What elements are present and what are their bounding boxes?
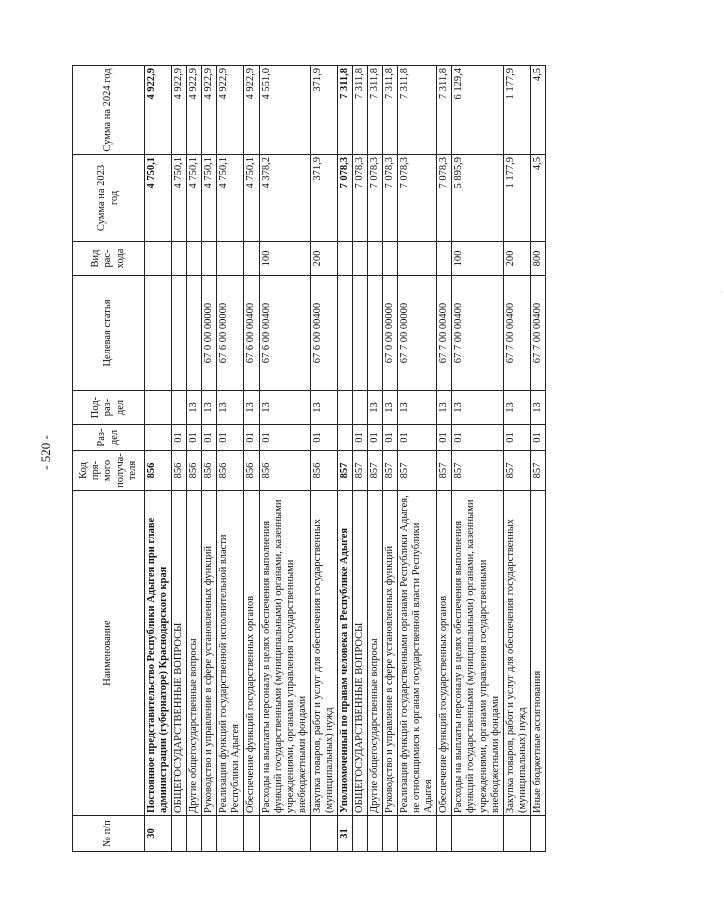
row-target-item	[352, 276, 367, 391]
row-number	[437, 816, 452, 852]
row-sum-2023: 4 750,1	[217, 155, 244, 242]
row-number	[530, 816, 545, 852]
row-number	[217, 816, 244, 852]
row-subsection: 13	[187, 391, 202, 425]
row-subsection: 13	[310, 391, 337, 425]
row-name: Обеспечение функций государственных органов	[244, 491, 259, 816]
row-expense-type	[437, 242, 452, 276]
row-sum-2023: 7 078,3	[398, 155, 437, 242]
row-expense-type	[172, 242, 187, 276]
table-row	[383, 66, 398, 852]
row-target-item: 67 7 00 00000	[398, 276, 437, 391]
row-subsection: 13	[530, 391, 545, 425]
row-expense-type	[368, 242, 383, 276]
row-name: Расходы на выплаты персоналу в целях обеспечения выполнения функций государственными (муниципальными) органами, казенными учреждениями, органами управления государственными внебюджетными фондами	[452, 491, 503, 816]
row-subsection: 13	[383, 391, 398, 425]
row-section: 01	[187, 425, 202, 451]
row-recipient-code: 857	[398, 451, 437, 491]
row-sum-2023: 4 750,1	[202, 155, 217, 242]
row-sum-2023: 371,9	[310, 155, 337, 242]
row-expense-type: 100	[452, 242, 503, 276]
row-recipient-code: 856	[259, 451, 310, 491]
table-row	[337, 66, 352, 852]
row-target-item	[337, 276, 352, 391]
row-recipient-code: 856	[187, 451, 202, 491]
row-section: 01	[503, 425, 530, 451]
row-recipient-code: 857	[368, 451, 383, 491]
row-subsection: 13	[202, 391, 217, 425]
row-expense-type	[145, 242, 172, 276]
row-sum-2023: 4 378,2	[259, 155, 310, 242]
row-section: 01	[202, 425, 217, 451]
row-subsection: 13	[217, 391, 244, 425]
row-name: Уполномоченный по правам человека в Республике Адыгея	[337, 491, 352, 816]
row-target-item: 67 7 00 00400	[530, 276, 545, 391]
table-row	[259, 66, 310, 852]
row-section	[145, 425, 172, 451]
row-sum-2023: 5 895,9	[452, 155, 503, 242]
row-number	[187, 816, 202, 852]
row-recipient-code: 857	[530, 451, 545, 491]
row-section: 01	[452, 425, 503, 451]
row-sum-2023: 4,5	[530, 155, 545, 242]
row-section: 01	[437, 425, 452, 451]
row-sum-2024: 4,5	[530, 66, 545, 155]
row-expense-type	[187, 242, 202, 276]
row-sum-2024: 4 922,9	[202, 66, 217, 155]
header-number: № п/п	[73, 816, 145, 852]
row-recipient-code: 857	[352, 451, 367, 491]
row-sum-2023: 7 078,3	[352, 155, 367, 242]
row-subsection	[337, 391, 352, 425]
row-section: 01	[259, 425, 310, 451]
row-target-item: 67 7 00 00400	[437, 276, 452, 391]
table-row	[452, 66, 503, 852]
table-row	[217, 66, 244, 852]
row-sum-2024: 4 922,9	[244, 66, 259, 155]
row-sum-2024: 4 922,9	[145, 66, 172, 155]
table-header-row	[73, 66, 145, 852]
row-number	[244, 816, 259, 852]
row-expense-type	[352, 242, 367, 276]
table-row	[352, 66, 367, 852]
row-recipient-code: 856	[217, 451, 244, 491]
row-target-item: 67 0 00 00000	[202, 276, 217, 391]
row-subsection	[172, 391, 187, 425]
row-number	[452, 816, 503, 852]
header-sum-2023: Сумма на 2023 год	[73, 155, 145, 242]
table-row	[202, 66, 217, 852]
row-number	[259, 816, 310, 852]
row-expense-type: 200	[503, 242, 530, 276]
row-recipient-code: 857	[383, 451, 398, 491]
row-subsection: 13	[398, 391, 437, 425]
row-sum-2024: 7 311,8	[337, 66, 352, 155]
header-name: Наименование	[73, 491, 145, 816]
table-row	[145, 66, 172, 852]
row-recipient-code: 856	[202, 451, 217, 491]
row-sum-2024: 7 311,8	[352, 66, 367, 155]
row-section: 01	[244, 425, 259, 451]
row-section: 01	[217, 425, 244, 451]
table-row	[187, 66, 202, 852]
row-number	[368, 816, 383, 852]
row-subsection: 13	[503, 391, 530, 425]
header-section: Раз-дел	[73, 425, 145, 451]
row-recipient-code: 857	[437, 451, 452, 491]
row-section	[337, 425, 352, 451]
row-subsection: 13	[452, 391, 503, 425]
row-name: Реализация функций государственной исполнительной власти Республики Адыгея	[217, 491, 244, 816]
row-sum-2023: 7 078,3	[368, 155, 383, 242]
row-target-item	[187, 276, 202, 391]
row-sum-2023: 7 078,3	[383, 155, 398, 242]
row-number	[310, 816, 337, 852]
row-subsection: 13	[259, 391, 310, 425]
row-target-item	[145, 276, 172, 391]
row-sum-2023: 4 750,1	[244, 155, 259, 242]
row-target-item: 67 7 00 00400	[452, 276, 503, 391]
row-expense-type: 100	[259, 242, 310, 276]
row-name: Закупка товаров, работ и услуг для обеспечения государственных (муниципальных) нужд	[503, 491, 530, 816]
row-expense-type	[217, 242, 244, 276]
row-section: 01	[310, 425, 337, 451]
row-name: Другие общегосударственные вопросы	[187, 491, 202, 816]
row-section: 01	[172, 425, 187, 451]
row-sum-2024: 1 177,9	[503, 66, 530, 155]
row-recipient-code: 856	[145, 451, 172, 491]
row-subsection	[145, 391, 172, 425]
row-recipient-code: 857	[503, 451, 530, 491]
row-sum-2023: 7 078,3	[337, 155, 352, 242]
row-target-item	[172, 276, 187, 391]
header-recipient-code: Код пря-мого получа-теля	[73, 451, 145, 491]
row-target-item: 67 6 00 00400	[259, 276, 310, 391]
row-name: Постоянное представительство Республики Адыгея при главе администрации (губернаторе) Краснодарского края	[145, 491, 172, 816]
row-name: Расходы на выплаты персоналу в целях обеспечения выполнения функций государственными (муниципальными) органами, казенными учреждениями, органами управления государственными внебюджетными фондами	[259, 491, 310, 816]
row-subsection: 13	[244, 391, 259, 425]
row-sum-2024: 7 311,8	[368, 66, 383, 155]
row-sum-2024: 4 551,0	[259, 66, 310, 155]
row-target-item: 67 0 00 00000	[383, 276, 398, 391]
table-row	[398, 66, 437, 852]
scan-mark: .	[718, 291, 724, 293]
table-row	[437, 66, 452, 852]
table-body	[145, 66, 546, 852]
row-section: 01	[398, 425, 437, 451]
row-target-item: 67 6 00 00400	[244, 276, 259, 391]
row-target-item	[368, 276, 383, 391]
row-sum-2023: 7 078,3	[437, 155, 452, 242]
row-number	[503, 816, 530, 852]
row-expense-type	[383, 242, 398, 276]
row-expense-type	[398, 242, 437, 276]
row-sum-2023: 1 177,9	[503, 155, 530, 242]
row-name: ОБЩЕГОСУДАРСТВЕННЫЕ ВОПРОСЫ	[172, 491, 187, 816]
row-sum-2024: 4 922,9	[187, 66, 202, 155]
row-number: 31	[337, 816, 352, 852]
row-subsection	[352, 391, 367, 425]
row-number	[383, 816, 398, 852]
row-sum-2023: 4 750,1	[145, 155, 172, 242]
row-target-item: 67 6 00 00000	[217, 276, 244, 391]
row-number: 30	[145, 816, 172, 852]
table-row	[530, 66, 545, 852]
row-recipient-code: 856	[172, 451, 187, 491]
page-number: - 520 -	[38, 435, 53, 470]
row-sum-2024: 7 311,8	[398, 66, 437, 155]
row-sum-2023: 4 750,1	[187, 155, 202, 242]
row-number	[202, 816, 217, 852]
row-section: 01	[383, 425, 398, 451]
row-recipient-code: 857	[337, 451, 352, 491]
row-target-item: 67 7 00 00400	[503, 276, 530, 391]
row-sum-2024: 7 311,8	[437, 66, 452, 155]
row-target-item: 67 6 00 00400	[310, 276, 337, 391]
table-row	[244, 66, 259, 852]
header-sum-2024: Сумма на 2024 год	[73, 66, 145, 155]
row-recipient-code: 856	[244, 451, 259, 491]
row-name: ОБЩЕГОСУДАРСТВЕННЫЕ ВОПРОСЫ	[352, 491, 367, 816]
header-subsection: Под-раз-дел	[73, 391, 145, 425]
row-name: Обеспечение функций государственных органов	[437, 491, 452, 816]
row-name: Закупка товаров, работ и услуг для обеспечения государственных (муниципальных) нужд	[310, 491, 337, 816]
row-section: 01	[352, 425, 367, 451]
row-name: Другие общегосударственные вопросы	[368, 491, 383, 816]
table-row	[368, 66, 383, 852]
budget-table	[72, 65, 546, 852]
header-expense-type: Вид рас-хода	[73, 242, 145, 276]
row-expense-type	[337, 242, 352, 276]
table-row	[172, 66, 187, 852]
row-section: 01	[368, 425, 383, 451]
row-sum-2024: 4 922,9	[217, 66, 244, 155]
table-row	[503, 66, 530, 852]
row-name: Руководство и управление в сфере установленных функций	[202, 491, 217, 816]
row-name: Реализация функций государственными органами Республики Адыгея, не относящимися к органам государственной власти Республики Адыгея	[398, 491, 437, 816]
row-section: 01	[530, 425, 545, 451]
row-expense-type	[202, 242, 217, 276]
row-sum-2024: 7 311,8	[383, 66, 398, 155]
row-name: Руководство и управление в сфере установленных функций	[383, 491, 398, 816]
row-expense-type: 800	[530, 242, 545, 276]
row-sum-2024: 371,9	[310, 66, 337, 155]
table-row	[310, 66, 337, 852]
row-sum-2024: 4 922,9	[172, 66, 187, 155]
row-recipient-code: 857	[452, 451, 503, 491]
row-subsection: 13	[437, 391, 452, 425]
row-expense-type: 200	[310, 242, 337, 276]
row-name: Иные бюджетные ассигнования	[530, 491, 545, 816]
row-sum-2023: 4 750,1	[172, 155, 187, 242]
row-recipient-code: 856	[310, 451, 337, 491]
row-expense-type	[244, 242, 259, 276]
header-target-item: Целевая статья	[73, 276, 145, 391]
row-subsection: 13	[368, 391, 383, 425]
row-number	[172, 816, 187, 852]
row-sum-2024: 6 129,4	[452, 66, 503, 155]
row-number	[398, 816, 437, 852]
row-number	[352, 816, 367, 852]
